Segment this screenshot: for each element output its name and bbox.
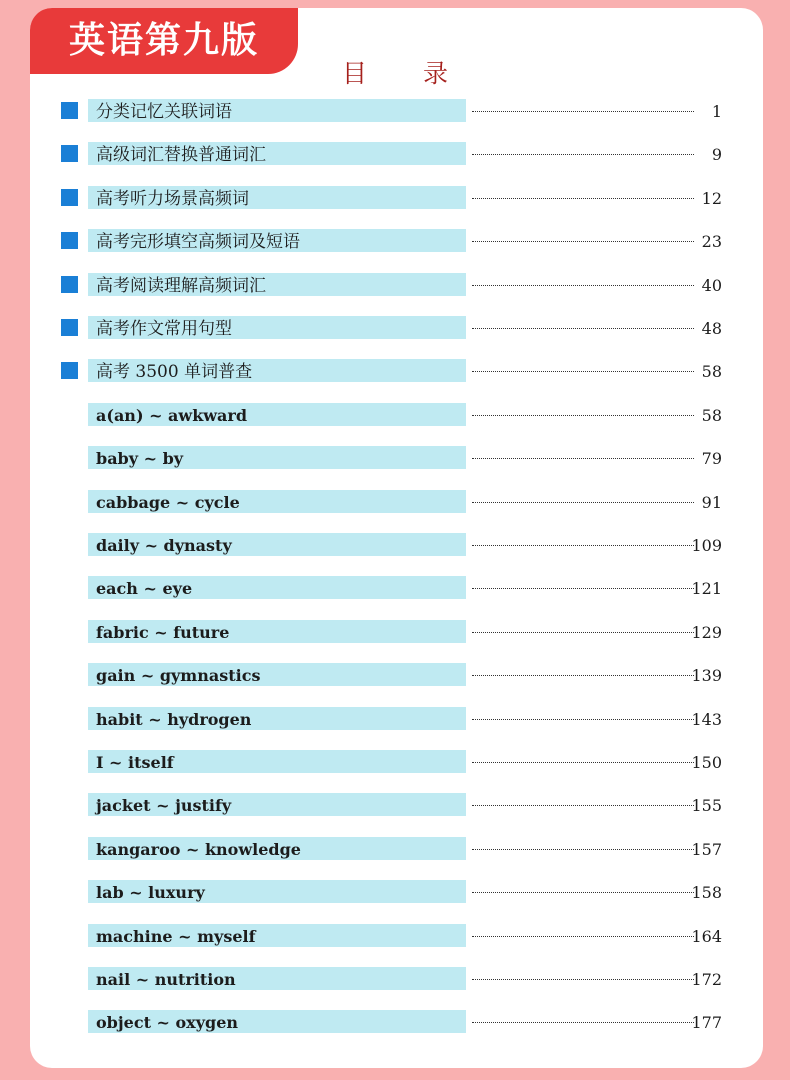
square-bullet-icon bbox=[61, 102, 78, 119]
toc-entry-label: daily ~ dynasty bbox=[96, 536, 232, 555]
toc-entry[interactable] bbox=[0, 661, 790, 691]
toc-entry[interactable] bbox=[0, 748, 790, 778]
toc-entry[interactable] bbox=[0, 314, 790, 344]
toc-entry-page-number: 129 bbox=[691, 622, 722, 642]
toc-entry[interactable] bbox=[0, 574, 790, 604]
toc-entry-page-number: 12 bbox=[701, 188, 722, 208]
toc-entry-page-number: 139 bbox=[691, 666, 722, 686]
toc-entry[interactable] bbox=[0, 488, 790, 518]
toc-entry-label: a(an) ~ awkward bbox=[96, 405, 248, 425]
toc-entry-page-number: 158 bbox=[691, 883, 722, 903]
dot-leader bbox=[472, 545, 694, 546]
toc-entry-page-number: 40 bbox=[701, 275, 722, 295]
dot-leader bbox=[472, 154, 694, 155]
toc-entry[interactable] bbox=[0, 184, 790, 214]
dot-leader bbox=[472, 502, 694, 503]
toc-entry-page-number: 177 bbox=[691, 1013, 722, 1033]
toc-entry-page-number: 58 bbox=[701, 362, 722, 382]
square-bullet-icon bbox=[61, 319, 78, 336]
toc-entry[interactable] bbox=[0, 444, 790, 474]
toc-entry-label: 高考 3500 单词普查 bbox=[96, 362, 253, 383]
square-bullet-icon bbox=[61, 189, 78, 206]
toc-entry-page-number: 157 bbox=[691, 839, 722, 859]
toc-entry-page-number: 1 bbox=[711, 102, 722, 121]
dot-leader bbox=[472, 415, 694, 416]
toc-entry-page-number: 121 bbox=[691, 579, 722, 599]
page-title: 目 录 bbox=[342, 59, 472, 88]
toc-entry[interactable] bbox=[0, 618, 790, 648]
toc-entry[interactable] bbox=[0, 878, 790, 908]
dot-leader bbox=[472, 458, 694, 459]
toc-entry[interactable] bbox=[0, 705, 790, 735]
toc-entry[interactable] bbox=[0, 357, 790, 387]
dot-leader bbox=[472, 632, 694, 633]
toc-entry-label: kangaroo ~ knowledge bbox=[96, 839, 301, 859]
toc-entry[interactable] bbox=[0, 791, 790, 821]
edition-badge: 英语第九版 bbox=[30, 8, 298, 74]
toc-entry[interactable] bbox=[0, 1008, 790, 1038]
dot-leader bbox=[472, 675, 694, 676]
dot-leader bbox=[472, 241, 694, 242]
dot-leader bbox=[472, 198, 694, 199]
toc-entry-label: 高考作文常用句型 bbox=[96, 319, 232, 339]
dot-leader bbox=[472, 285, 694, 286]
toc-entry-label: each ~ eye bbox=[96, 579, 193, 599]
toc-entry-label: baby ~ by bbox=[96, 449, 184, 469]
toc-entry-label: gain ~ gymnastics bbox=[96, 666, 261, 686]
toc-entry-label: nail ~ nutrition bbox=[96, 970, 236, 989]
dot-leader bbox=[472, 328, 694, 329]
toc-entry-label: 分类记忆关联词语 bbox=[96, 102, 232, 122]
toc-entry-label: I ~ itself bbox=[96, 753, 174, 772]
toc-entry-page-number: 164 bbox=[691, 926, 722, 946]
dot-leader bbox=[472, 588, 694, 589]
toc-entry-label: cabbage ~ cycle bbox=[96, 492, 240, 512]
square-bullet-icon bbox=[61, 276, 78, 293]
dot-leader bbox=[472, 371, 694, 372]
toc-entry-page-number: 150 bbox=[691, 753, 722, 772]
toc-entry-label: 高考完形填空高频词及短语 bbox=[96, 232, 300, 253]
toc-entry[interactable] bbox=[0, 531, 790, 561]
square-bullet-icon bbox=[61, 145, 78, 162]
toc-entry-label: machine ~ myself bbox=[96, 926, 256, 946]
toc-entry-page-number: 155 bbox=[691, 796, 722, 816]
toc-entry-page-number: 58 bbox=[701, 405, 722, 425]
dot-leader bbox=[472, 1022, 694, 1023]
dot-leader bbox=[472, 979, 694, 980]
dot-leader bbox=[472, 805, 694, 806]
toc-entry-page-number: 143 bbox=[691, 709, 722, 729]
dot-leader bbox=[472, 936, 694, 937]
toc-entry-label: fabric ~ future bbox=[96, 622, 230, 642]
toc-entry[interactable] bbox=[0, 271, 790, 301]
toc-entry[interactable] bbox=[0, 922, 790, 952]
toc-entry-page-number: 9 bbox=[711, 145, 722, 165]
square-bullet-icon bbox=[61, 362, 78, 379]
square-bullet-icon bbox=[61, 232, 78, 249]
dot-leader bbox=[472, 762, 694, 763]
dot-leader bbox=[472, 111, 694, 112]
dot-leader bbox=[472, 719, 694, 720]
dot-leader bbox=[472, 892, 694, 893]
toc-entry-page-number: 79 bbox=[701, 449, 722, 469]
toc-entry-label: lab ~ luxury bbox=[96, 883, 205, 903]
toc-entry[interactable] bbox=[0, 401, 790, 431]
toc-entry-label: 高级词汇替换普通词汇 bbox=[96, 145, 266, 166]
toc-entry[interactable] bbox=[0, 140, 790, 170]
toc-entry-label: 高考阅读理解高频词汇 bbox=[96, 275, 266, 296]
dot-leader bbox=[472, 849, 694, 850]
toc-entry[interactable] bbox=[0, 227, 790, 257]
toc-entry-page-number: 23 bbox=[701, 232, 722, 252]
toc-entry-page-number: 48 bbox=[701, 319, 722, 338]
toc-entry-label: habit ~ hydrogen bbox=[96, 709, 252, 729]
toc-entry[interactable] bbox=[0, 965, 790, 995]
toc-entry[interactable] bbox=[0, 97, 790, 127]
toc-entry-label: jacket ~ justify bbox=[96, 796, 232, 816]
toc-entry-label: 高考听力场景高频词 bbox=[96, 188, 249, 209]
toc-entry-page-number: 109 bbox=[691, 536, 722, 555]
toc-entry[interactable] bbox=[0, 835, 790, 865]
toc-entry-page-number: 172 bbox=[691, 970, 722, 989]
toc-entry-label: object ~ oxygen bbox=[96, 1013, 239, 1033]
toc-entry-page-number: 91 bbox=[701, 492, 722, 512]
